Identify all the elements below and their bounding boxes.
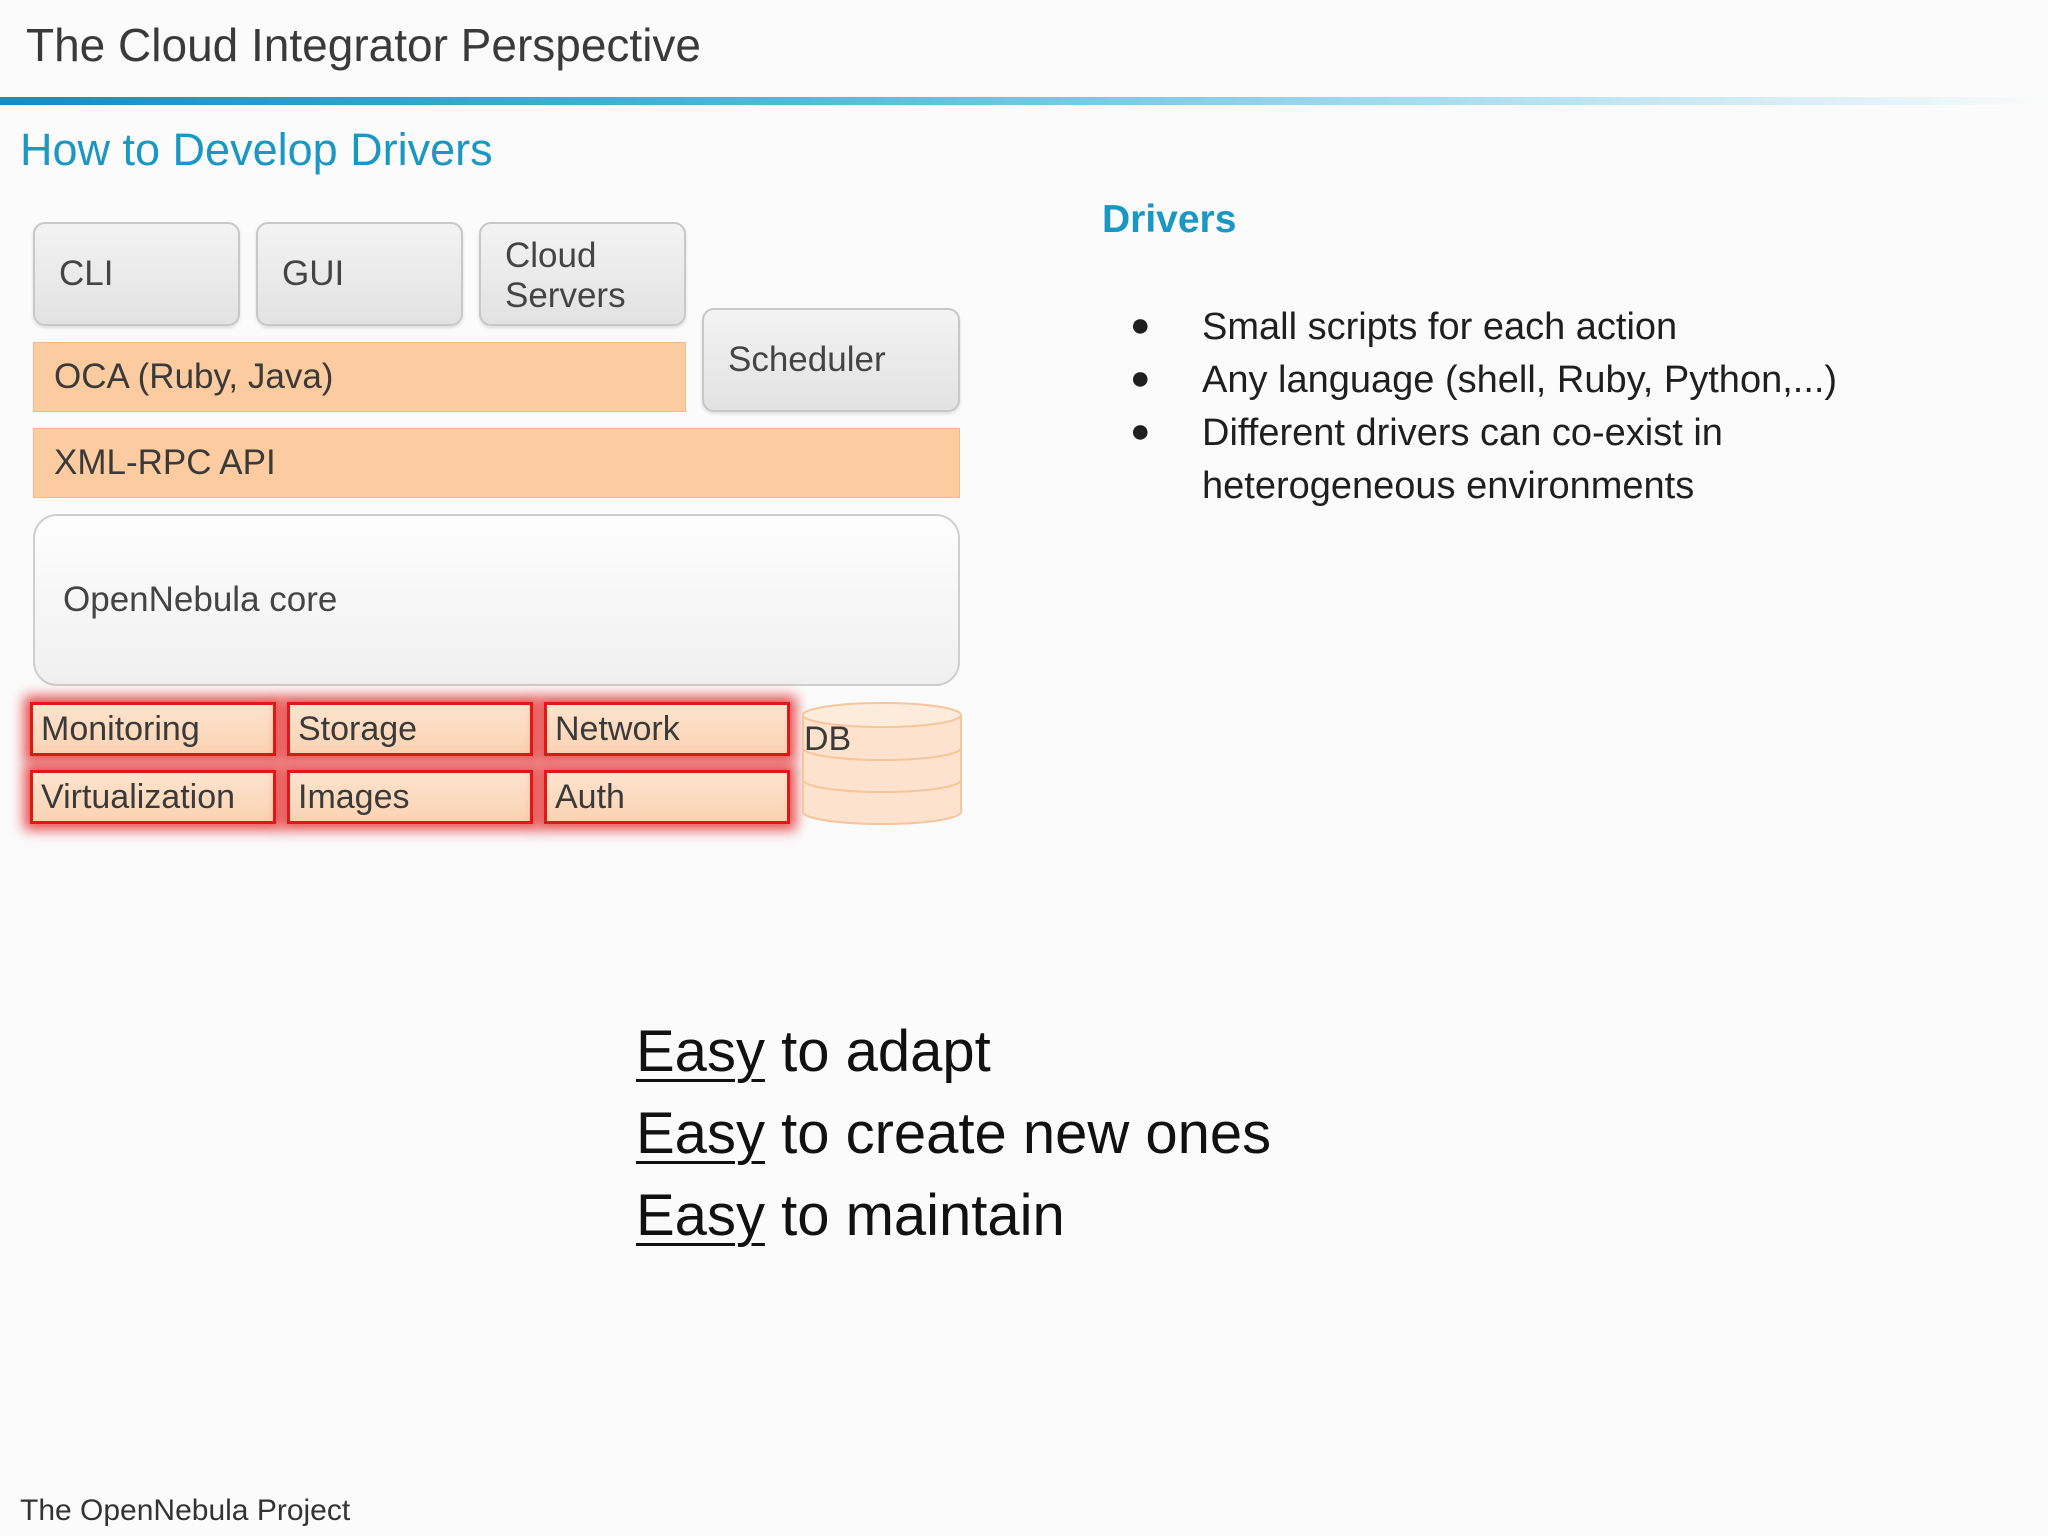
driver-label: Images [298, 777, 410, 816]
oca-label: OCA (Ruby, Java) [54, 357, 334, 396]
driver-label: Network [555, 709, 680, 748]
scheduler-label: Scheduler [728, 340, 886, 379]
architecture-diagram [0, 0, 1000, 860]
driver-label: Monitoring [41, 709, 200, 748]
drivers-heading: Drivers [1102, 198, 1237, 241]
bullet-item [1130, 412, 1723, 455]
bullet-icon: ● [1130, 306, 1151, 344]
section-heading: How to Develop Drivers [20, 124, 493, 175]
opennebula-core-box [33, 514, 960, 686]
driver-virtualization [30, 770, 276, 824]
driver-images [287, 770, 533, 824]
cloud-servers-label-line2: Servers [505, 276, 626, 315]
cloud-servers-box [479, 222, 686, 326]
driver-label: Virtualization [41, 777, 236, 816]
oca-bar [33, 342, 686, 412]
driver-storage [287, 702, 533, 756]
easy-line [636, 1182, 1065, 1249]
core-label: OpenNebula core [63, 580, 338, 619]
xmlrpc-bar [33, 428, 960, 498]
driver-network [544, 702, 790, 756]
bullet-text: Different drivers can co-exist in [1202, 412, 1723, 454]
easy-word: Easy [636, 1183, 765, 1248]
gui-label: GUI [282, 254, 345, 293]
gui-box [256, 222, 463, 326]
driver-auth [544, 770, 790, 824]
slide-title: The Cloud Integrator Perspective [26, 19, 702, 71]
easy-word: Easy [636, 1101, 765, 1166]
bullet-continuation [1202, 465, 1694, 508]
easy-text: to adapt [781, 1019, 991, 1084]
db-label: DB [804, 720, 852, 758]
driver-monitoring [30, 702, 276, 756]
easy-text: to create new ones [781, 1101, 1272, 1166]
easy-line [636, 1018, 991, 1085]
easy-text: to maintain [781, 1183, 1065, 1248]
bullet-icon: ● [1130, 359, 1151, 397]
footer-text: The OpenNebula Project [20, 1494, 351, 1527]
bullet-item [1130, 359, 1838, 402]
cli-box [33, 222, 240, 326]
bullet-text: heterogeneous environments [1202, 465, 1695, 507]
bullet-item [1130, 306, 1678, 349]
bullet-icon: ● [1130, 412, 1151, 450]
bullet-text: Any language (shell, Ruby, Python,...) [1202, 359, 1838, 401]
cli-label: CLI [59, 254, 114, 293]
cloud-servers-label-line1: Cloud [505, 236, 597, 275]
xmlrpc-label: XML-RPC API [54, 443, 276, 482]
easy-line [636, 1100, 1271, 1167]
bullet-text: Small scripts for each action [1202, 306, 1678, 348]
easy-word: Easy [636, 1019, 765, 1084]
driver-label: Auth [555, 777, 625, 816]
scheduler-box [702, 308, 960, 412]
driver-label: Storage [298, 709, 418, 748]
